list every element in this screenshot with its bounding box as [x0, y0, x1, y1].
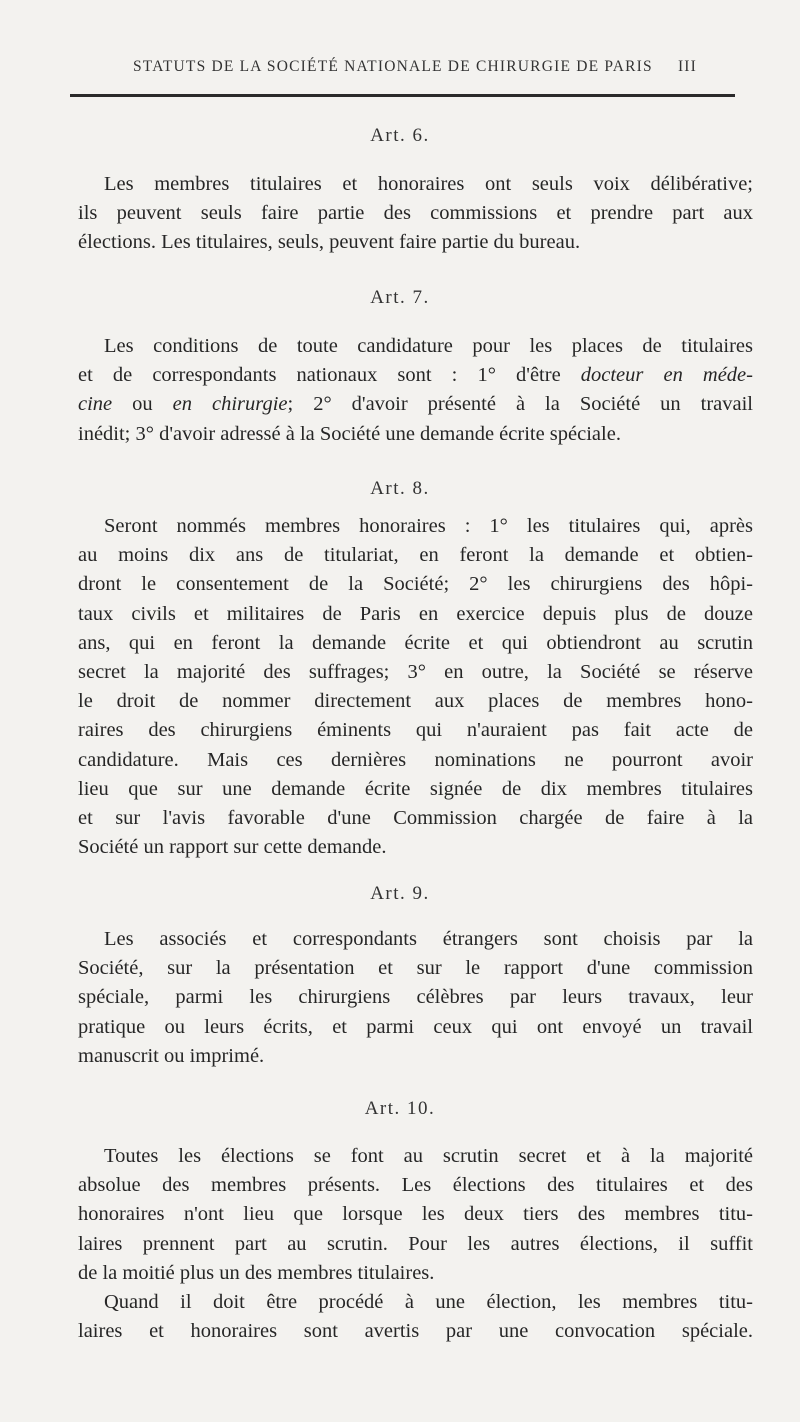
text-segment: ou	[112, 393, 173, 416]
text-line	[78, 390, 753, 419]
text-line	[78, 361, 753, 390]
text-line: Quand il doit être procédé à une élection, les membres titu-	[104, 1291, 753, 1314]
text-line: secret la majorité des suffrages; 3° en outre, la Société se réserve	[78, 661, 753, 684]
text-line: Société, sur la présentation et sur le rapport d'une commission	[78, 957, 753, 980]
text-line: Toutes les élections se font au scrutin secret et à la majorité	[104, 1145, 753, 1167]
article-10-heading: Art. 10.	[364, 1098, 436, 1119]
text-line: inédit; 3° d'avoir adressé à la Société une demande écrite spéciale.	[78, 422, 621, 445]
running-title: STATUTS DE LA SOCIÉTÉ NATIONALE DE CHIRURGIE DE PARIS	[132, 58, 653, 75]
text-line: de la moitié plus un des membres titulaires.	[78, 1261, 435, 1284]
text-line: dront le consentement de la Société; 2° les chirurgiens des hôpi-	[78, 573, 753, 596]
text-line: spéciale, parmi les chirurgiens célèbres par leurs travaux, leur	[78, 986, 753, 1009]
text-line: absolue des membres présents. Les élections des titulaires et des	[78, 1174, 753, 1197]
italic-segment: en chirurgie	[172, 393, 288, 416]
text-line: Société un rapport sur cette demande.	[78, 836, 387, 859]
text-segment: ; 2° d'avoir présenté à la Société un travail	[287, 393, 754, 416]
article-9-heading: Art. 9.	[370, 883, 430, 904]
text-line: le droit de nommer directement aux places de membres hono-	[78, 690, 753, 713]
text-line: Les associés et correspondants étrangers sont choisis par la	[104, 928, 753, 950]
article-10-text	[78, 1142, 753, 1346]
text-line: ils peuvent seuls faire partie des commissions et prendre part aux	[78, 202, 753, 225]
text-line: élections. Les titulaires, seuls, peuvent faire partie du bureau.	[78, 231, 581, 254]
text-line: laires et honoraires sont avertis par une convocation spéciale.	[78, 1320, 753, 1343]
running-head	[0, 58, 800, 76]
page-number: III	[677, 58, 698, 75]
text-line: au moins dix ans de titulariat, en feront la demande et obtien-	[78, 544, 753, 567]
text-line: ans, qui en feront la demande écrite et qui obtiendront au scrutin	[78, 631, 753, 654]
italic-segment: docteur en méde-	[580, 364, 753, 387]
text-line: raires des chirurgiens éminents qui n'auraient pas fait acte de	[78, 719, 753, 742]
italic-segment: cine	[78, 393, 113, 416]
article-7-text	[78, 332, 753, 449]
header-rule	[70, 94, 735, 97]
text-line: candidature. Mais ces dernières nominations ne pourront avoir	[78, 748, 753, 771]
article-6-heading: Art. 6.	[370, 125, 430, 146]
text-line: Les membres titulaires et honoraires ont seuls voix délibérative;	[104, 173, 753, 195]
text-line: laires prennent part au scrutin. Pour les autres élections, il suffit	[78, 1232, 753, 1255]
text-segment: et de correspondants nationaux sont : 1° d'être	[78, 364, 561, 387]
text-line: lieu que sur une demande écrite signée de dix membres titulaires	[78, 777, 753, 800]
article-6-text	[78, 170, 753, 258]
text-line: taux civils et militaires de Paris en exercice depuis plus de douze	[78, 602, 753, 625]
text-line: pratique ou leurs écrits, et parmi ceux qui ont envoyé un travail	[78, 1015, 753, 1038]
article-8-heading: Art. 8.	[370, 478, 430, 499]
article-9-text	[78, 925, 753, 1071]
article-8-text	[78, 512, 753, 862]
text-line: Seront nommés membres honoraires : 1° les titulaires qui, après	[104, 515, 753, 537]
article-7-heading: Art. 7.	[370, 287, 430, 308]
text-line: et sur l'avis favorable d'une Commission chargée de faire à la	[78, 807, 753, 830]
text-line: manuscrit ou imprimé.	[78, 1044, 265, 1067]
text-line: honoraires n'ont lieu que lorsque les deux tiers des membres titu-	[78, 1203, 753, 1226]
text-line: Les conditions de toute candidature pour les places de titulaires	[104, 335, 753, 357]
